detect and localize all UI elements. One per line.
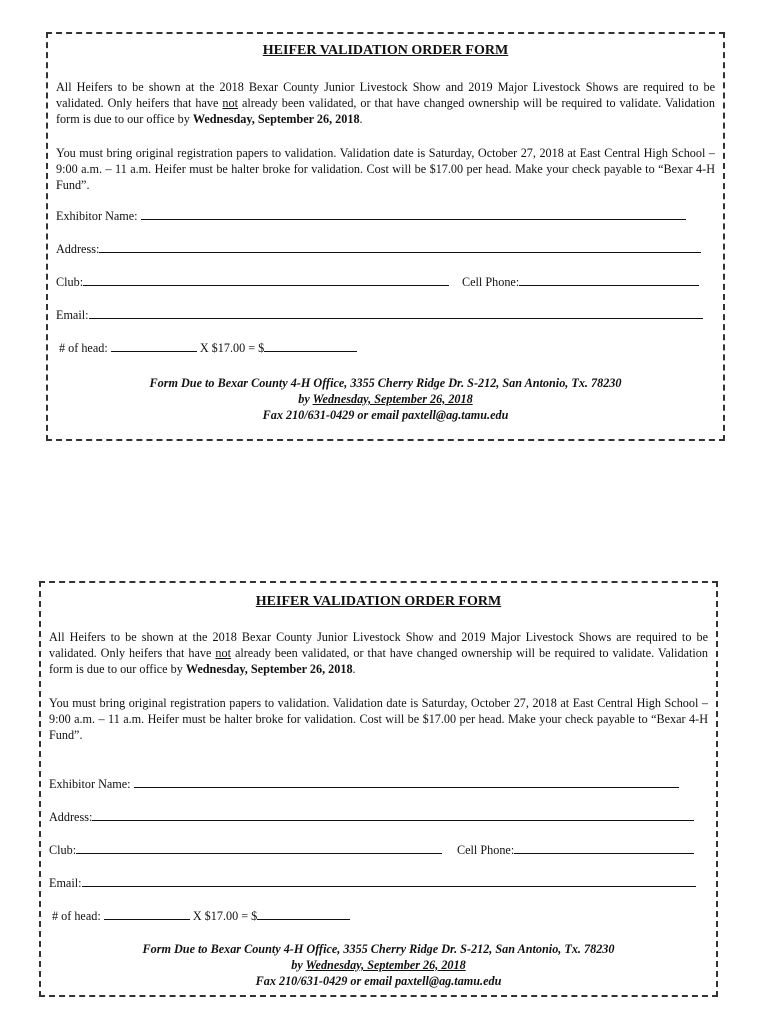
form-title: HEIFER VALIDATION ORDER FORM bbox=[262, 43, 509, 58]
address-line[interactable] bbox=[99, 242, 701, 253]
deadline-text: Wednesday, September 26, 2018 bbox=[192, 112, 360, 126]
intro-text: All Heifers to be shown at the 2018 Bexar County Junior Livestock Show and 2019 Major Livestock Shows are required to be validated. Only heifers that have bbox=[56, 80, 715, 110]
submission-footer bbox=[48, 375, 723, 423]
intro-not: not bbox=[215, 646, 231, 660]
email-field[interactable] bbox=[49, 876, 696, 891]
intro-paragraph bbox=[49, 629, 708, 677]
club-label: Club: bbox=[56, 275, 84, 289]
exhibitor-name-line[interactable] bbox=[134, 777, 679, 788]
instructions-paragraph: You must bring original registration papers to validation. Validation date is Saturday, October 27, 2018 at East Central High School – 9:00 a.m. – 11 a.m. Heifer must be halter broke for validation. Cost will be $17.00 per head. Make your check payable to “Bexar 4-H Fund”. bbox=[49, 696, 708, 742]
cell-phone-field[interactable] bbox=[462, 275, 699, 290]
head-count-field[interactable] bbox=[52, 909, 350, 924]
footer-contact: Fax 210/631-0429 or email paxtell@ag.tamu.edu bbox=[262, 408, 509, 422]
total-amount-line[interactable] bbox=[257, 909, 350, 920]
address-field[interactable] bbox=[49, 810, 694, 825]
head-count-line[interactable] bbox=[104, 909, 190, 920]
intro-paragraph bbox=[56, 79, 715, 127]
footer-address: Form Due to Bexar County 4-H Office, 3355 Cherry Ridge Dr. S-212, San Antonio, Tx. 78230 bbox=[142, 942, 615, 956]
price-per-head-label: X $17.00 = $ bbox=[196, 341, 265, 355]
form-title: HEIFER VALIDATION ORDER FORM bbox=[255, 594, 502, 609]
validation-form-2 bbox=[39, 581, 718, 997]
exhibitor-name-label: Exhibitor Name: bbox=[56, 209, 141, 223]
cell-phone-line[interactable] bbox=[519, 275, 699, 286]
footer-due bbox=[41, 957, 716, 973]
footer-by: by bbox=[291, 958, 306, 972]
address-label: Address: bbox=[56, 242, 100, 256]
email-line[interactable] bbox=[82, 876, 696, 887]
club-field[interactable] bbox=[56, 275, 449, 290]
club-line[interactable] bbox=[76, 843, 442, 854]
email-label: Email: bbox=[56, 308, 89, 322]
exhibitor-name-label: Exhibitor Name: bbox=[49, 777, 134, 791]
exhibitor-name-field[interactable] bbox=[49, 777, 679, 792]
footer-date: Wednesday, September 26, 2018 bbox=[312, 392, 473, 406]
club-field[interactable] bbox=[49, 843, 442, 858]
email-field[interactable] bbox=[56, 308, 703, 323]
head-count-line[interactable] bbox=[111, 341, 197, 352]
intro-text-cont: already been validated, or that have changed ownership will be required to validate. Validation form is due to our office by bbox=[49, 646, 708, 676]
head-count-field[interactable] bbox=[59, 341, 357, 356]
cell-phone-label: Cell Phone: bbox=[457, 843, 515, 857]
club-label: Club: bbox=[49, 843, 77, 857]
footer-address: Form Due to Bexar County 4-H Office, 3355 Cherry Ridge Dr. S-212, San Antonio, Tx. 78230 bbox=[149, 376, 622, 390]
footer-date: Wednesday, September 26, 2018 bbox=[305, 958, 466, 972]
email-label: Email: bbox=[49, 876, 82, 890]
cell-phone-field[interactable] bbox=[457, 843, 694, 858]
footer-by: by bbox=[298, 392, 313, 406]
cell-phone-label: Cell Phone: bbox=[462, 275, 520, 289]
intro-text: All Heifers to be shown at the 2018 Bexar County Junior Livestock Show and 2019 Major Livestock Shows are required to be validated. Only heifers that have bbox=[49, 630, 708, 660]
cell-phone-line[interactable] bbox=[514, 843, 694, 854]
intro-end: . bbox=[352, 662, 356, 676]
email-line[interactable] bbox=[89, 308, 703, 319]
exhibitor-name-line[interactable] bbox=[141, 209, 686, 220]
footer-contact: Fax 210/631-0429 or email paxtell@ag.tamu.edu bbox=[255, 974, 502, 988]
head-count-label: # of head: bbox=[52, 909, 104, 923]
head-count-label: # of head: bbox=[59, 341, 111, 355]
exhibitor-name-field[interactable] bbox=[56, 209, 686, 224]
price-per-head-label: X $17.00 = $ bbox=[189, 909, 258, 923]
intro-end: . bbox=[359, 112, 363, 126]
validation-form-1 bbox=[46, 32, 725, 441]
deadline-text: Wednesday, September 26, 2018 bbox=[185, 662, 353, 676]
club-line[interactable] bbox=[83, 275, 449, 286]
submission-footer bbox=[41, 941, 716, 989]
address-line[interactable] bbox=[92, 810, 694, 821]
total-amount-line[interactable] bbox=[264, 341, 357, 352]
intro-not: not bbox=[222, 96, 238, 110]
instructions-paragraph: You must bring original registration papers to validation. Validation date is Saturday, October 27, 2018 at East Central High School – 9:00 a.m. – 11 a.m. Heifer must be halter broke for validation. Cost will be $17.00 per head. Make your check payable to “Bexar 4-H Fund”. bbox=[56, 146, 715, 192]
address-field[interactable] bbox=[56, 242, 701, 257]
intro-text-cont: already been validated, or that have changed ownership will be required to validate. Validation form is due to our office by bbox=[56, 96, 715, 126]
address-label: Address: bbox=[49, 810, 93, 824]
footer-due bbox=[48, 391, 723, 407]
